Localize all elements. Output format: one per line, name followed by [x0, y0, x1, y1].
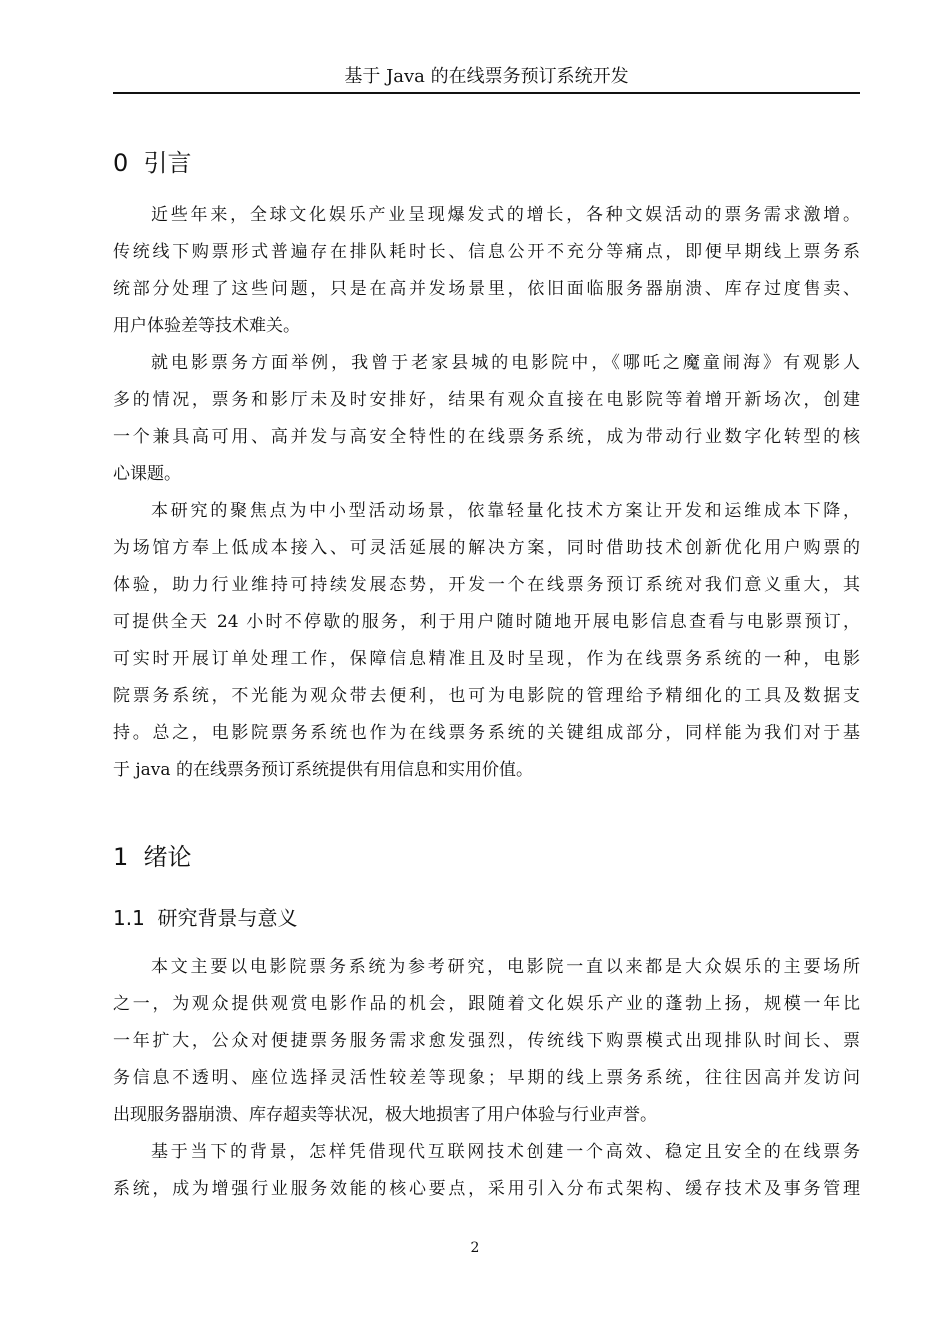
text-line: 多的情况，票务和影厅未及时安排好，结果有观众直接在电影院等着增开新场次，创建 [113, 390, 860, 410]
chapter-heading-1: 1 绪论 [113, 843, 192, 871]
text-line: 出现服务器崩溃、库存超卖等状况，极大地损害了用户体验与行业声誉。 [113, 1105, 657, 1125]
text-line: 近些年来，全球文化娱乐产业呈现爆发式的增长，各种文娱活动的票务需求激增。 [151, 205, 860, 225]
intro-paragraph-2 [113, 345, 860, 493]
ch1-paragraph-1 [113, 949, 860, 1134]
text-line: 系统，成为增强行业服务效能的核心要点，采用引入分布式架构、缓存技术及事务管理 [113, 1179, 860, 1199]
text-line: 之一，为观众提供观赏电影作品的机会，跟随着文化娱乐产业的蓬勃上扬，规模一年比 [113, 994, 860, 1014]
intro-paragraph-3 [113, 493, 860, 789]
text-line: 于 java 的在线票务预订系统提供有用信息和实用价值。 [113, 760, 533, 780]
text-line: 院票务系统，不光能为观众带去便利，也可为电影院的管理给予精细化的工具及数据支 [113, 686, 860, 706]
text-line: 持。总之，电影院票务系统也作为在线票务系统的关键组成部分，同样能为我们对于基 [113, 723, 860, 743]
text-line: 体验，助力行业维持可持续发展态势，开发一个在线票务预订系统对我们意义重大，其 [113, 575, 860, 595]
text-line: 可提供全天 24 小时不停歇的服务，利于用户随时随地开展电影信息查看与电影票预订， [113, 612, 860, 632]
page-number: 2 [470, 1240, 480, 1256]
text-line: 务信息不透明、座位选择灵活性较差等现象；早期的线上票务系统，往往因高并发访问 [113, 1068, 860, 1088]
text-line: 心课题。 [113, 464, 181, 484]
running-header: 基于 Java 的在线票务预订系统开发 [113, 62, 860, 94]
section-heading-1-1: 1.1 研究背景与意义 [113, 906, 298, 930]
text-line: 用户体验差等技术难关。 [113, 316, 300, 336]
text-line: 一个兼具高可用、高并发与高安全特性的在线票务系统，成为带动行业数字化转型的核 [113, 427, 860, 447]
section-heading-intro: 0 引言 [113, 149, 192, 177]
text-line: 基于当下的背景，怎样凭借现代互联网技术创建一个高效、稳定且安全的在线票务 [151, 1142, 860, 1162]
intro-paragraph-1 [113, 197, 860, 345]
text-line: 为场馆方奉上低成本接入、可灵活延展的解决方案，同时借助技术创新优化用户购票的 [113, 538, 860, 558]
text-line: 统部分处理了这些问题，只是在高并发场景里，依旧面临服务器崩溃、库存过度售卖、 [113, 279, 860, 299]
text-line: 就电影票务方面举例，我曾于老家县城的电影院中，《哪吒之魔童闹海》有观影人 [151, 353, 860, 373]
text-line: 传统线下购票形式普遍存在排队耗时长、信息公开不充分等痛点，即便早期线上票务系 [113, 242, 860, 262]
ch1-paragraph-2 [113, 1134, 860, 1208]
text-line: 本文主要以电影院票务系统为参考研究，电影院一直以来都是大众娱乐的主要场所 [151, 957, 860, 977]
text-line: 可实时开展订单处理工作，保障信息精准且及时呈现，作为在线票务系统的一种，电影 [113, 649, 860, 669]
text-line: 本研究的聚焦点为中小型活动场景，依靠轻量化技术方案让开发和运维成本下降， [151, 501, 860, 521]
text-line: 一年扩大，公众对便捷票务服务需求愈发强烈，传统线下购票模式出现排队时间长、票 [113, 1031, 860, 1051]
